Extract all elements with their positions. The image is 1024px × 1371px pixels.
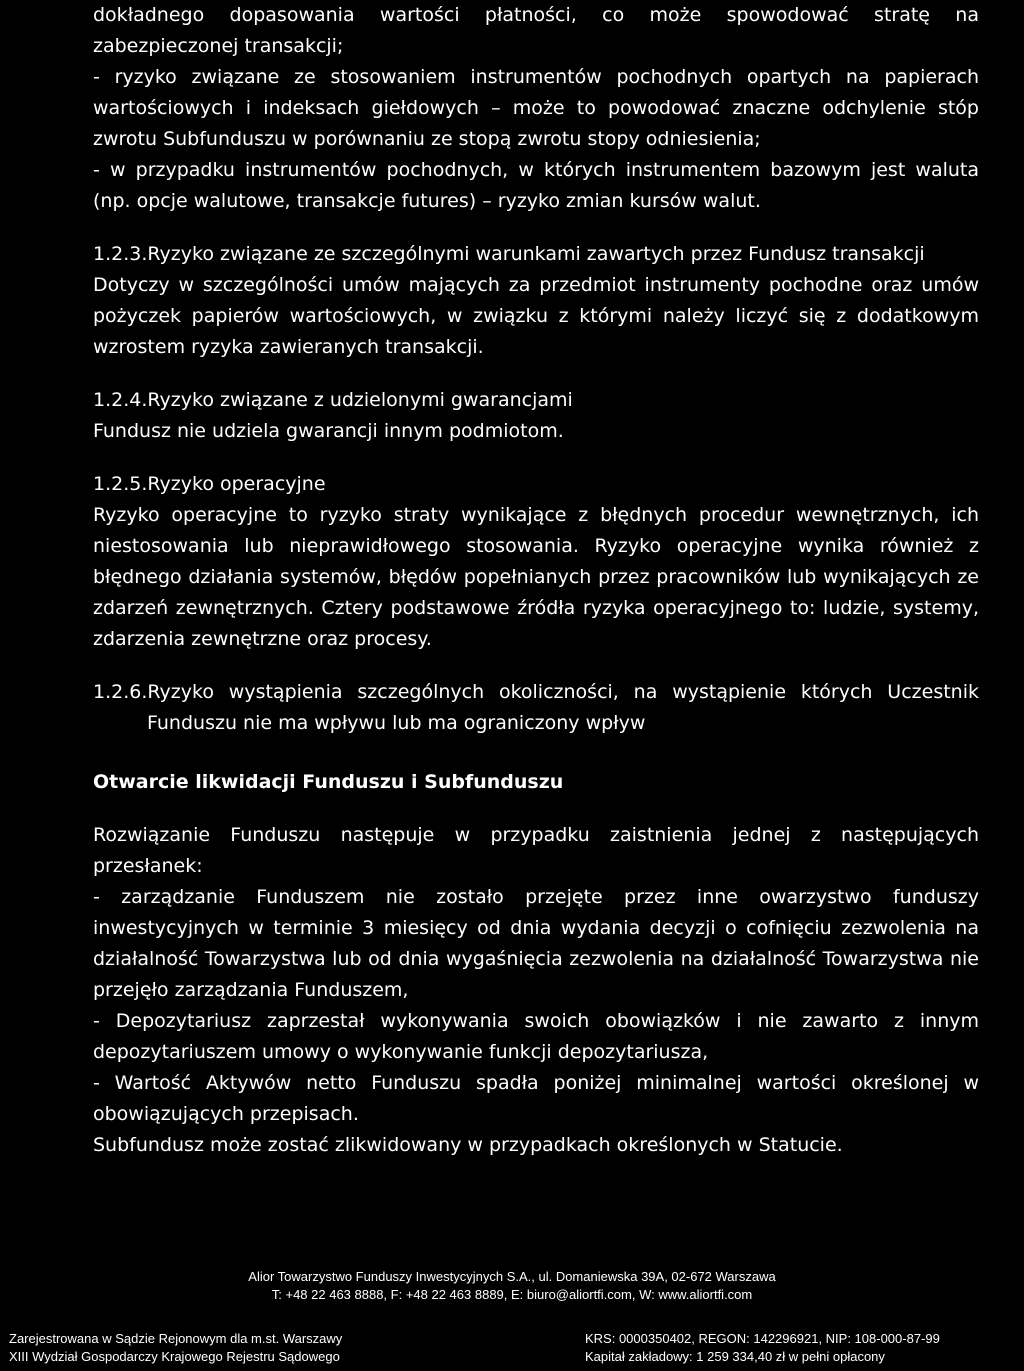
section-text-1-2-3: Dotyczy w szczególności umów mających za przedmiot instrumenty pochodne oraz umów pożyczek papierów wartościowych, w związku z którymi należy liczyć się z dodatkowym wzrostem ryzyka zawieranych transakcji.: [93, 274, 979, 358]
footer-company-info: [0, 1268, 1024, 1304]
text-line: zabezpieczonej transakcji;: [93, 35, 344, 57]
footer-krs: KRS: 0000350402, REGON: 142296921, NIP: 108-000-87-99: [585, 1331, 940, 1346]
liquidation-bullet-3: - Wartość Aktywów netto Funduszu spadła poniżej minimalnej wartości określonej w obowiązujących przepisach.: [93, 1072, 979, 1125]
section-text-1-2-4: Fundusz nie udziela gwarancji innym podmiotom.: [93, 420, 564, 442]
footer-reg-line-1: Zarejestrowana w Sądzie Rejonowym dla m.st. Warszawy: [9, 1331, 343, 1346]
section-title-1-2-3: 1.2.3.Ryzyko związane ze szczególnymi warunkami zawartych przez Fundusz transakcji: [93, 243, 925, 265]
section-title-1-2-6-cont: Funduszu nie ma wpływu lub ma ograniczony wpływ: [147, 712, 646, 734]
liquidation-intro: Rozwiązanie Funduszu następuje w przypadku zaistnienia jednej z następujących przesłanek:: [93, 824, 979, 877]
liquidation-bullet-2: - Depozytariusz zaprzestał wykonywania swoich obowiązków i nie zawarto z innym depozytariuszem umowy o wykonywanie funkcji depozytariusza,: [93, 1010, 979, 1063]
paragraph-continuation: [93, 0, 979, 31]
document-body: [93, 0, 979, 1161]
section-title-1-2-4: 1.2.4.Ryzyko związane z udzielonymi gwarancjami: [93, 389, 573, 411]
section-text-1-2-5: Ryzyko operacyjne to ryzyko straty wynikające z błędnych procedur wewnętrznych, ich niestosowania lub nieprawidłowego stosowania. Ryzyko operacyjne wynika również z błędnego działania systemów, błędów popełnianych przez pracowników lub wynikających ze zdarzeń zewnętrznych. Cztery podstawowe źródła ryzyka operacyjnego to: ludzie, systemy, zdarzenia zewnętrzne oraz procesy.: [93, 504, 979, 650]
risk-bullet-derivatives: - ryzyko związane ze stosowaniem instrumentów pochodnych opartych na papierach wartościowych i indeksach giełdowych – może to powodować znaczne odchylenie stóp zwrotu Subfunduszu w porównaniu ze stopą zwrotu stopy odniesienia;: [93, 66, 979, 150]
footer-contact: T: +48 22 463 8888, F: +48 22 463 8889, E: biuro@aliortfi.com, W: www.aliortfi.com: [271, 1287, 753, 1302]
footer-registration: [9, 1330, 342, 1366]
text-line: dokładnego dopasowania wartości płatności, co może spowodować stratę na: [93, 4, 979, 26]
footer-company: Alior Towarzystwo Funduszy Inwestycyjnych S.A., ul. Domaniewska 39A, 02-672 Warszawa: [248, 1269, 776, 1284]
section-title-1-2-5: 1.2.5.Ryzyko operacyjne: [93, 473, 326, 495]
footer-reg-line-2: XIII Wydział Gospodarczy Krajowego Rejestru Sądowego: [9, 1349, 340, 1364]
section-heading-liquidation: Otwarcie likwidacji Funduszu i Subfunduszu: [93, 771, 564, 793]
footer-identifiers: [585, 1330, 940, 1366]
footer-capital: Kapitał zakładowy: 1 259 334,40 zł w pełni opłacony: [585, 1349, 885, 1364]
liquidation-bullet-1: - zarządzanie Funduszem nie zostało przejęte przez inne owarzystwo funduszy inwestycyjnych w terminie 3 miesięcy od dnia wydania decyzji o cofnięciu zezwolenia na działalność Towarzystwa lub od dnia wygaśnięcia zezwolenia na działalność Towarzystwa nie przejęło zarządzania Funduszem,: [93, 886, 979, 1001]
liquidation-closing: Subfundusz może zostać zlikwidowany w przypadkach określonych w Statucie.: [93, 1134, 843, 1156]
section-title-1-2-6: 1.2.6.Ryzyko wystąpienia szczególnych okoliczności, na wystąpienie których Uczestnik: [93, 681, 979, 703]
risk-bullet-currency: - w przypadku instrumentów pochodnych, w których instrumentem bazowym jest waluta (np. opcje walutowe, transakcje futures) – ryzyko zmian kursów walut.: [93, 159, 979, 212]
